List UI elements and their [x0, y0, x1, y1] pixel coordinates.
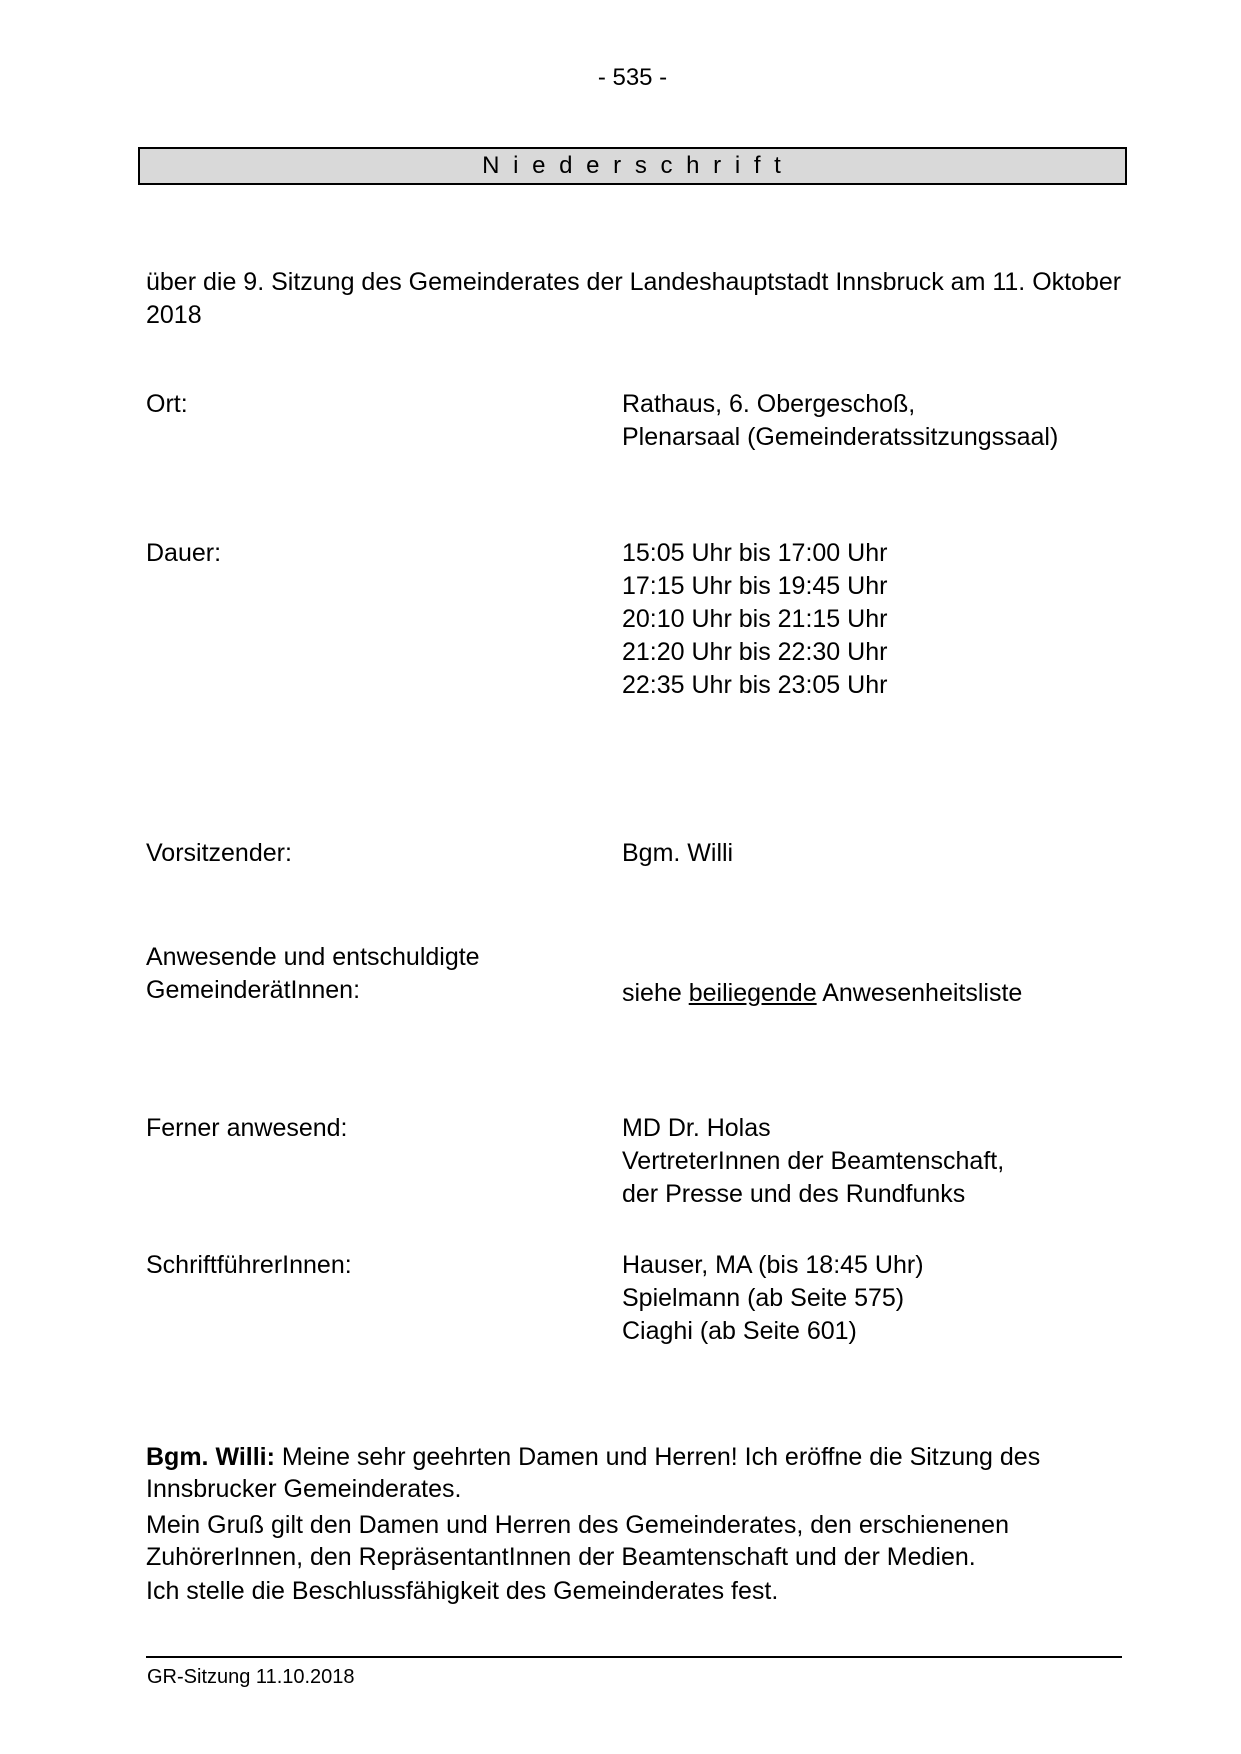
value-ferner-anwesend — [622, 1112, 1004, 1211]
value-schriftfuehrer — [622, 1249, 924, 1348]
paragraph-greeting: Mein Gruß gilt den Damen und Herren des Gemeinderates, den erschienenen ZuhörerInnen, den RepräsentantInnen der Beamtenschaft und der Medien. — [146, 1511, 1009, 1571]
value-dauer — [622, 537, 887, 702]
footer-divider — [146, 1656, 1122, 1658]
value-schriftfuehrer-line: Hauser, MA (bis 18:45 Uhr) — [622, 1251, 924, 1279]
value-schriftfuehrer-line: Spielmann (ab Seite 575) — [622, 1284, 905, 1312]
label-vorsitzender: Vorsitzender: — [146, 839, 292, 867]
value-anwesende-underlined: beiliegende — [688, 979, 817, 1007]
value-ort-line: Rathaus, 6. Obergeschoß, — [622, 390, 916, 418]
label-schriftfuehrer: SchriftführerInnen: — [146, 1251, 352, 1279]
value-ort — [622, 388, 1058, 454]
label-dauer: Dauer: — [146, 539, 222, 567]
label-ferner-anwesend: Ferner anwesend: — [146, 1114, 348, 1142]
label-anwesende — [146, 941, 480, 1007]
value-dauer-line: 21:20 Uhr bis 22:30 Uhr — [622, 638, 888, 666]
value-ferner-line: der Presse und des Rundfunks — [622, 1180, 966, 1208]
paragraph-opening-text: Meine sehr geehrten Damen und Herren! Ich eröffne die Sitzung des Innsbrucker Gemeinderates. — [146, 1443, 1041, 1503]
value-dauer-line: 22:35 Uhr bis 23:05 Uhr — [622, 671, 888, 699]
speaker-name: Bgm. Willi: — [146, 1443, 275, 1471]
value-ferner-line: MD Dr. Holas — [622, 1114, 771, 1142]
value-anwesende — [622, 977, 1022, 1010]
paragraph-opening — [146, 1441, 1126, 1505]
title-box — [138, 147, 1127, 185]
document-subtitle: über die 9. Sitzung des Gemeinderates der Landeshauptstadt Innsbruck am 11. Oktober 2018 — [146, 268, 1122, 329]
value-dauer-line: 15:05 Uhr bis 17:00 Uhr — [622, 539, 888, 567]
footer-text: GR-Sitzung 11.10.2018 — [147, 1666, 355, 1688]
value-vorsitzender — [622, 837, 733, 870]
value-vorsitzender-line: Bgm. Willi — [622, 839, 734, 867]
label-anwesende-line: Anwesende und entschuldigte — [146, 943, 480, 971]
value-anwesende-suffix: Anwesenheitsliste — [816, 979, 1023, 1007]
value-dauer-line: 20:10 Uhr bis 21:15 Uhr — [622, 605, 888, 633]
label-anwesende-line: GemeinderätInnen: — [146, 976, 361, 1004]
value-ort-line: Plenarsaal (Gemeinderatssitzungssaal) — [622, 423, 1059, 451]
document-title: N i e d e r s c h r i f t — [482, 152, 783, 179]
value-ferner-line: VertreterInnen der Beamtenschaft, — [622, 1147, 1005, 1175]
page-number: - 535 - — [597, 64, 668, 91]
paragraph-quorum: Ich stelle die Beschlussfähigkeit des Gemeinderates fest. — [146, 1577, 779, 1605]
value-schriftfuehrer-line: Ciaghi (ab Seite 601) — [622, 1317, 857, 1345]
value-dauer-line: 17:15 Uhr bis 19:45 Uhr — [622, 572, 888, 600]
value-anwesende-prefix: siehe — [622, 979, 689, 1007]
label-ort: Ort: — [146, 390, 188, 418]
